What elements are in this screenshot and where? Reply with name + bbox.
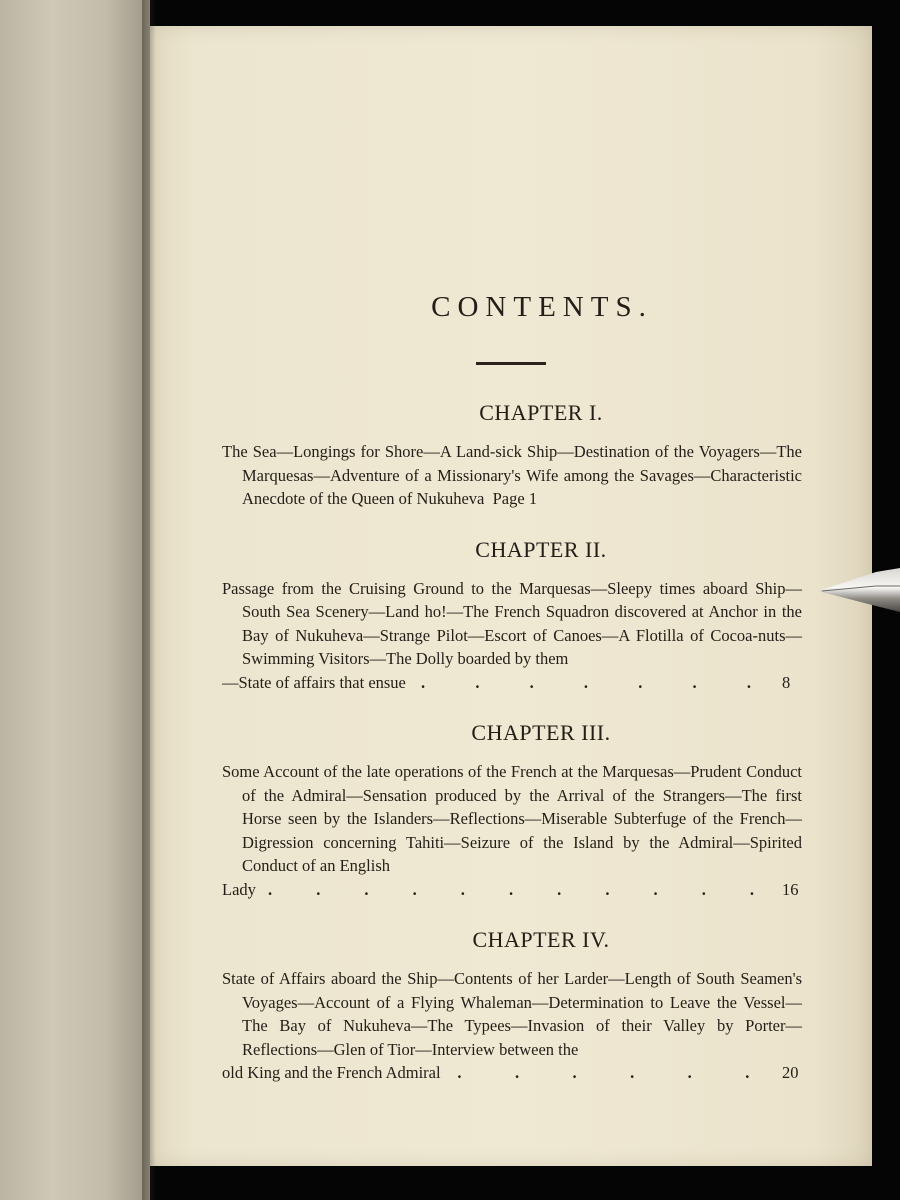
- left-page-edge: [0, 0, 150, 1200]
- chapter-2-summary-text: Passage from the Cruising Ground to the Marquesas—Sleepy times aboard Ship—South Sea Scenery—Land ho!—The French Squadron discovered at Anchor in the Bay of Nukuheva—Strange Pilot—Escort of Canoes—A Flotilla of Cocoa-nuts—Swimming Visitors—The Dolly boarded by them: [222, 578, 802, 668]
- chapter-1-summary: [222, 440, 802, 511]
- book-page: [150, 26, 872, 1166]
- chapter-3-tail-line: Lady . . . . . . . . . . . 16: [242, 878, 802, 902]
- book-gutter-shadow: [142, 0, 156, 1200]
- chapter-4-heading: CHAPTER IV.: [472, 927, 610, 952]
- chapter-2-tail-line: —State of affairs that ensue . . . . . . . 8: [242, 671, 802, 695]
- pen-pointer-icon: [818, 560, 900, 620]
- chapter-4-tail: old King and the French Admiral: [222, 1063, 441, 1082]
- chapter-4-summary: [222, 967, 802, 1085]
- chapter-3-summary: [222, 760, 802, 901]
- chapter-3-heading: CHAPTER III.: [471, 720, 611, 745]
- chapter-3-summary-text: Some Account of the late operations of the French at the Marquesas—Prudent Conduct of the Admiral—Sensation produced by the Arrival of the Strangers—The first Horse seen by the Islanders—Reflections—Miserable Subterfuge of the French—Digression concerning Tahiti—Seizure of the Island by the Admiral—Spirited Conduct of an English: [222, 762, 802, 875]
- chapter-3-tail: Lady: [222, 879, 256, 899]
- contents-section: [222, 291, 802, 1085]
- chapter-1-page: Page 1: [492, 489, 538, 508]
- chapter-2-heading: CHAPTER II.: [475, 536, 607, 562]
- chapter-1-heading: CHAPTER I.: [479, 400, 603, 425]
- chapter-2-summary: [222, 577, 802, 695]
- chapter-2-tail: —State of affairs that ensue: [222, 672, 406, 692]
- leader-dots: . . . . . . . . . . .: [268, 879, 754, 899]
- chapter-1-summary-text: The Sea—Longings for Shore—A Land-sick Ship—Destination of the Voyagers—The Marquesas—Adventure of a Missionary's Wife among the Savages—Characteristic Anecdote of the Queen of Nukuheva: [222, 442, 802, 508]
- chapter-4-tail-line: old King and the French Admiral . . . . . . 20: [242, 1061, 802, 1085]
- leader-dots: . . . . . . .: [421, 672, 751, 692]
- chapter-4-summary-text: State of Affairs aboard the Ship—Contents of her Larder—Length of South Seamen's Voyages—Account of a Flying Whaleman—Determination to Leave the Vessel—The Bay of Nukuheva—The Typees—Invasion of their Valley by Porter—Reflections—Glen of Tior—Interview between the: [222, 969, 802, 1059]
- page-title: CONTENTS.: [431, 291, 653, 323]
- title-rule: [476, 362, 546, 365]
- leader-dots: . . . . . .: [457, 1063, 750, 1082]
